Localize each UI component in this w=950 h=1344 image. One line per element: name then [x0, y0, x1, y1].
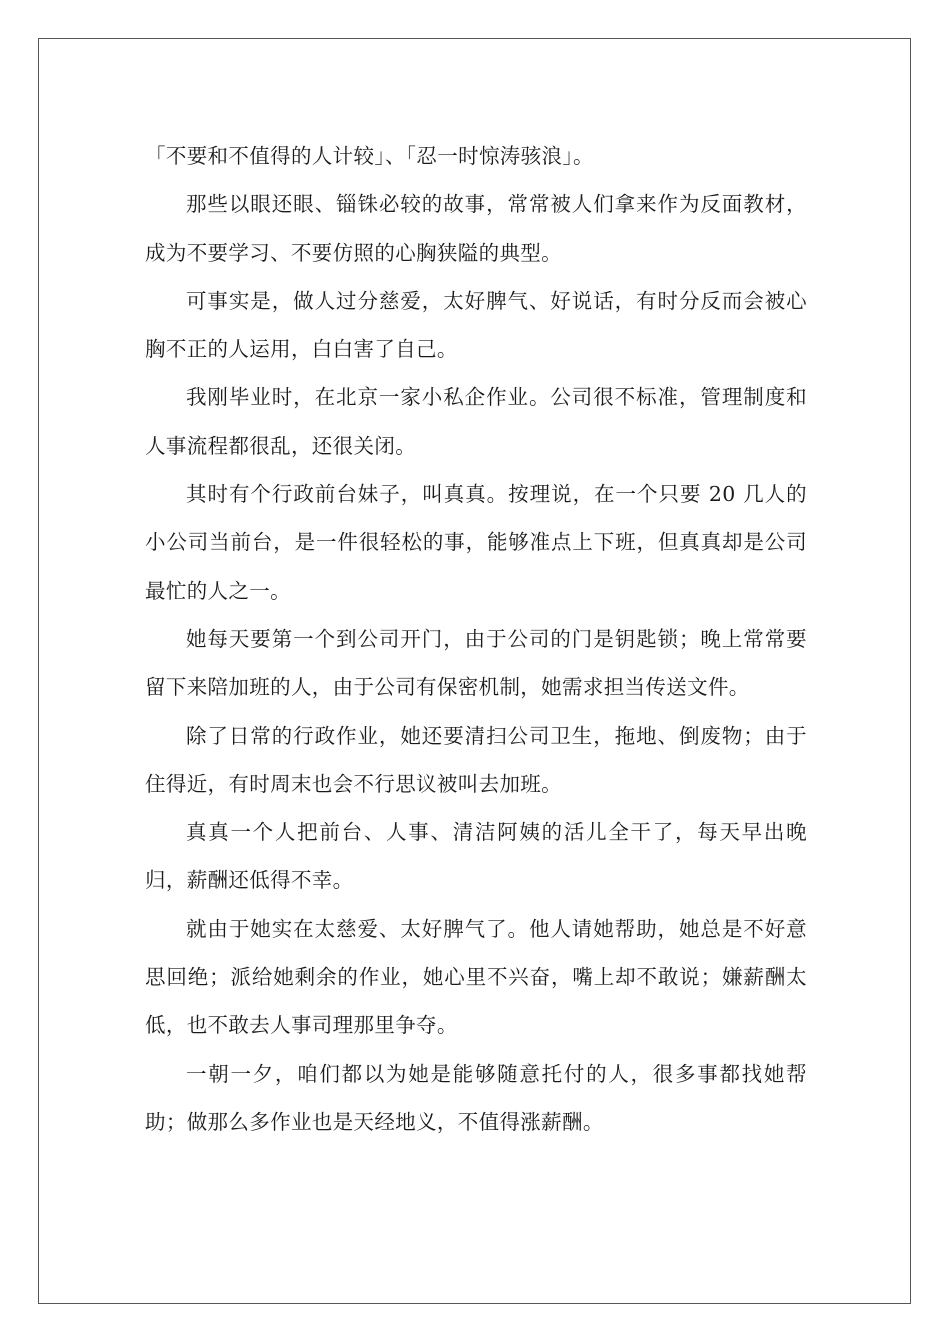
paragraph-7: 除了日常的行政作业，她还要清扫公司卫生，拖地、倒废物；由于住得近，有时周末也会不行思议被叫去加班。: [145, 723, 807, 796]
paragraph-10: 一朝一夕，咱们都以为她是能够随意托付的人，很多事都找她帮助；做那么多作业也是天经地义，不值得涨薪酬。: [145, 1061, 807, 1134]
paragraph-2: 那些以眼还眼、锱铢必较的故事，常常被人们拿来作为反面教材，成为不要学习、不要仿照的心胸狭隘的典型。: [145, 192, 807, 265]
paragraph-4: 我刚毕业时，在北京一家小私企作业。公司很不标准，管理制度和人事流程都很乱，还很关闭。: [145, 385, 807, 458]
paragraph-9: 就由于她实在太慈爱、太好脾气了。他人请她帮助，她总是不好意思回绝；派给她剩余的作业，她心里不兴奋，嘴上却不敢说；嫌薪酬太低，也不敢去人事司理那里争夺。: [145, 916, 807, 1038]
paragraph-5: 其时有个行政前台妹子，叫真真。按理说，在一个只要 20 几人的小公司当前台，是一件很轻松的事，能够准点上下班，但真真却是公司最忙的人之一。: [145, 482, 807, 603]
paragraph-8: 真真一个人把前台、人事、清洁阿姨的活儿全干了，每天早出晚归，薪酬还低得不幸。: [145, 820, 807, 893]
paragraph-6: 她每天要第一个到公司开门，由于公司的门是钥匙锁；晚上常常要留下来陪加班的人，由于公司有保密机制，她需求担当传送文件。: [145, 626, 807, 700]
paragraph-1: 「不要和不值得的人计较」、「忍一时惊涛骇浪」。: [145, 144, 594, 168]
paragraph-3: 可事实是，做人过分慈爱，太好脾气、好说话，有时分反而会被心胸不正的人运用，白白害了自己。: [145, 288, 807, 362]
document-body: [145, 132, 807, 1146]
